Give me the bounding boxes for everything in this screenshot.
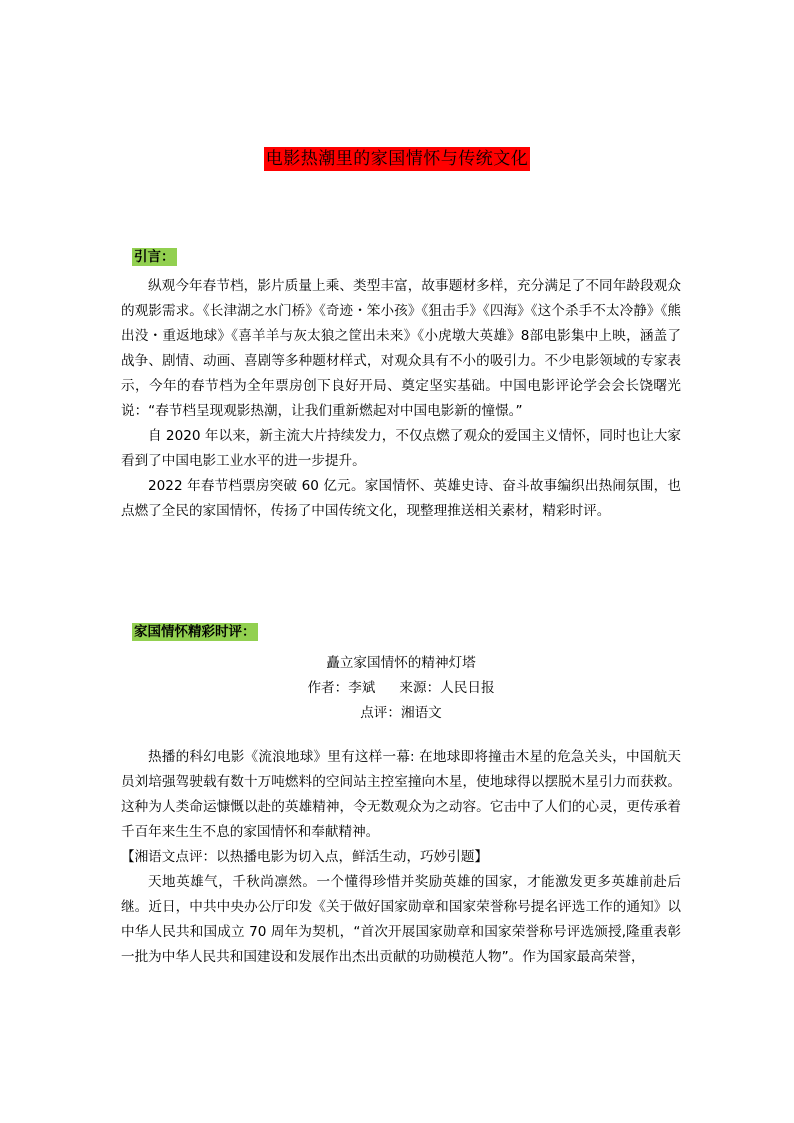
article-author: 作者：李斌 xyxy=(307,680,376,696)
document-title: 电影热潮里的家国情怀与传统文化 xyxy=(265,149,529,169)
article-header xyxy=(121,651,681,726)
editor-comment: 【湘语文点评：以热播电影为切入点，鲜活生动，巧妙引题】 xyxy=(121,849,489,865)
article-source: 来源：人民日报 xyxy=(399,680,495,696)
article-commentator: 点评：湘语文 xyxy=(360,705,442,721)
intro-paragraph-3: 2022 年春节档票房突破 60 亿元。家国情怀、英雄史诗、奋斗故事编织出热闹氛围，也点燃了全民的家国情怀，传扬了中国传统文化，现整理推送相关素材，精彩时评。 xyxy=(121,478,681,519)
intro-heading: 引言： xyxy=(134,249,175,265)
title-wrap xyxy=(0,147,794,171)
article-byline xyxy=(121,676,681,701)
intro-paragraph-2: 自 2020 年以来，新主流大片持续发力，不仅点燃了观众的爱国主义情怀，同时也让大家看到了中国电影工业水平的进一步提升。 xyxy=(121,428,681,469)
intro-body xyxy=(121,274,681,524)
review-heading: 家国情怀精彩时评： xyxy=(134,624,256,640)
article-title: 矗立家国情怀的精神灯塔 xyxy=(326,655,476,671)
article-body xyxy=(121,745,681,970)
article-paragraph-1: 热播的科幻电影《流浪地球》里有这样一幕: 在地球即将撞击木星的危急关头，中国航天员刘培强驾驶载有数十万吨燃料的空间站主控室撞向木星，使地球得以摆脱木星引力而获救。这种为人类命运慷慨以赴的英雄精神，令无数观众为之动容。它击中了人们的心灵，更传承着千百年来生生不息的家国情怀和奉献精神。 xyxy=(121,749,681,840)
article-paragraph-2: 天地英雄气，千秋尚凛然。一个懂得珍惜并奖励英雄的国家，才能激发更多英雄前赴后继。近日，中共中央办公厅印发《关于做好国家勋章和国家荣誉称号提名评选工作的通知》以中华人民共和国成立 70 周年为契机，“首次开展国家勋章和国家荣誉称号评选颁授,隆重表彰一批为中华人民共和国建设和发展作出杰出贡献的功勋模范人物”。作为国家最高荣誉， xyxy=(121,874,681,965)
intro-paragraph-1: 纵观今年春节档，影片质量上乘、类型丰富，故事题材多样，充分满足了不同年龄段观众的观影需求。《长津湖之水门桥》《奇迹・笨小孩》《狙击手》《四海》《这个杀手不太冷静》《熊出没・重返地球》《喜羊羊与灰太狼之筐出未来》《小虎墩大英雄》8部电影集中上映，涵盖了战争、剧情、动画、喜剧等多种题材样式，对观众具有不小的吸引力。不少电影领域的专家表示，今年的春节档为全年票房创下良好开局、奠定坚实基础。中国电影评论学会会长饶曙光说：“春节档呈现观影热潮，让我们重新燃起对中国电影新的憧憬。” xyxy=(121,278,681,419)
